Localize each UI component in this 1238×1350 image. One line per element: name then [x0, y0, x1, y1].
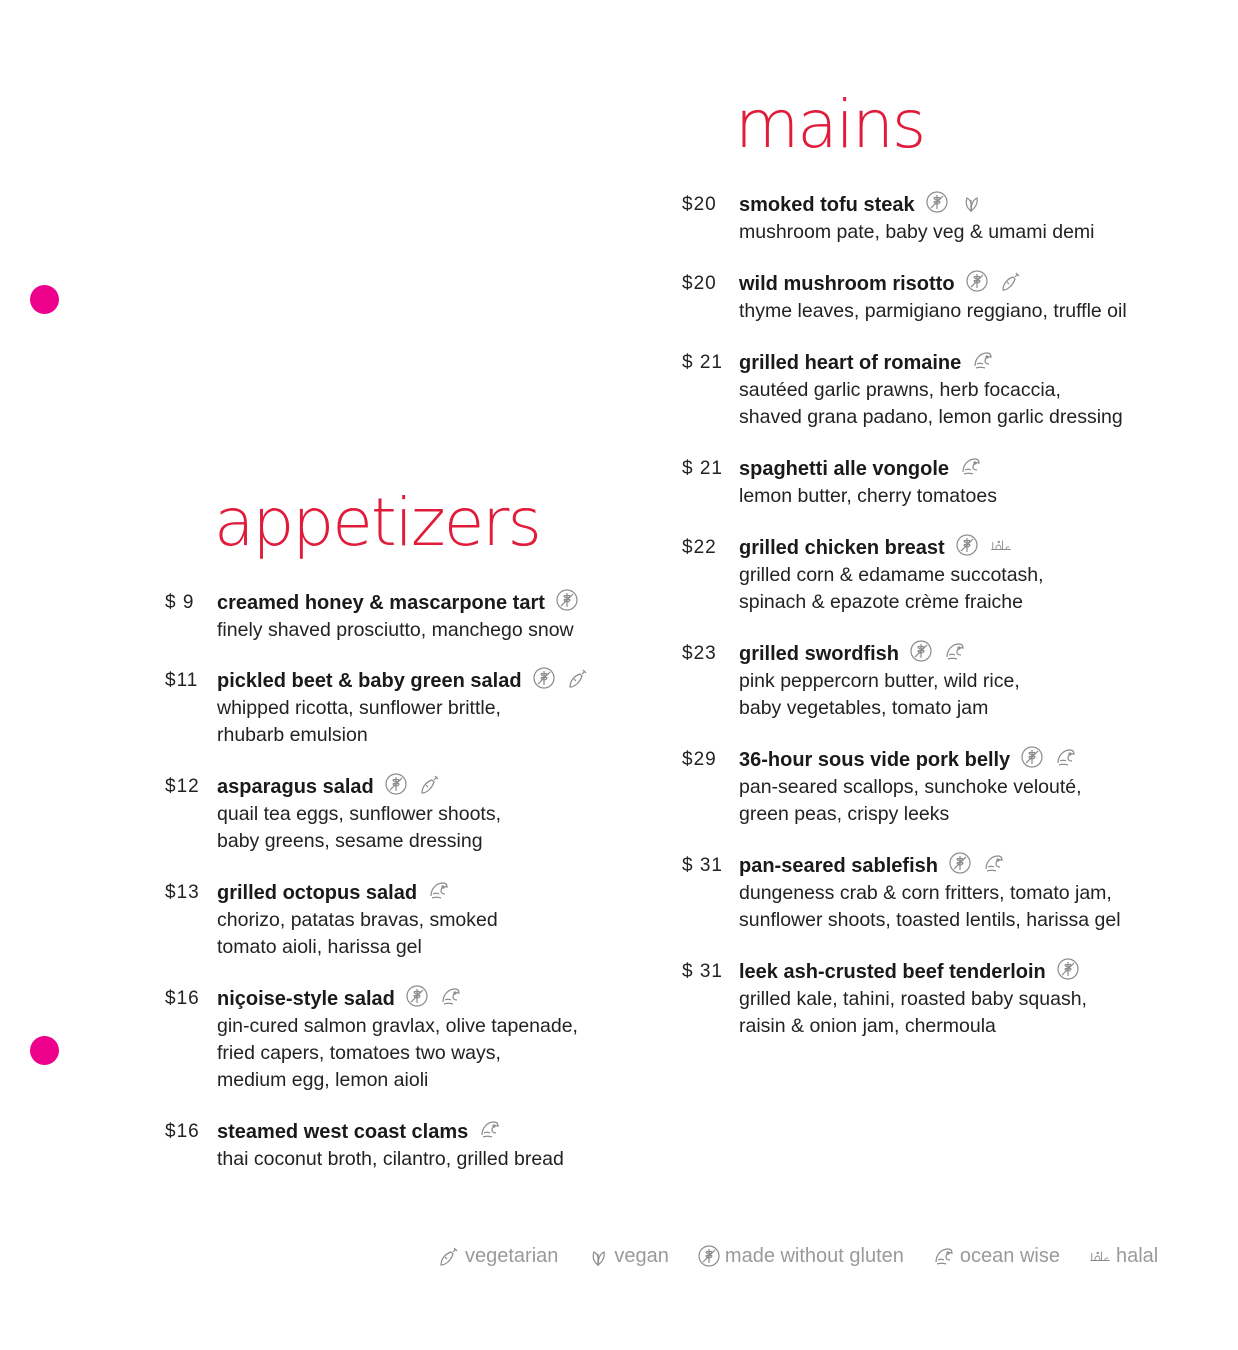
- item-price: $11: [165, 670, 199, 691]
- item-description: pink peppercorn butter, wild rice, baby vegetables, tomato jam: [739, 670, 1020, 719]
- item-price: $20: [682, 273, 717, 294]
- item-description: thyme leaves, parmigiano reggiano, truffle oil: [739, 300, 1127, 322]
- legend-entry: [932, 1244, 1060, 1268]
- appetizers-title: appetizers: [214, 484, 540, 561]
- ocean-wise-icon: [1054, 745, 1078, 769]
- gluten-free-icon: [925, 190, 949, 214]
- item-name: [739, 853, 1121, 880]
- item-description: quail tea eggs, sunflower shoots, baby greens, sesame dressing: [217, 803, 502, 852]
- item-description: pan-seared scallops, sunchoke velouté, green peas, crispy leeks: [739, 776, 1082, 825]
- item-name: [739, 192, 1095, 219]
- item-name: [217, 880, 498, 907]
- item-name: [217, 590, 579, 617]
- item-price: $16: [165, 1121, 200, 1142]
- item-name: [739, 271, 1127, 298]
- item-description: sautéed garlic prawns, herb focaccia, shaved grana padano, lemon garlic dressing: [739, 379, 1123, 428]
- legend-entry: [697, 1244, 904, 1268]
- item-name: [739, 456, 997, 483]
- item-price: $13: [165, 882, 200, 903]
- item-name-text: grilled swordfish: [739, 643, 900, 665]
- item-name-text: wild mushroom risotto: [739, 273, 955, 295]
- decorative-dot-top: [30, 285, 59, 314]
- vegetarian-icon: [999, 269, 1023, 293]
- item-price: $12: [165, 776, 200, 797]
- item-name: [217, 1119, 564, 1146]
- gluten-free-icon: [955, 533, 979, 557]
- ocean-wise-icon: [439, 984, 463, 1008]
- item-name-text: niçoise-style salad: [217, 988, 395, 1010]
- vegan-icon: [586, 1244, 610, 1268]
- item-name: [739, 350, 1123, 377]
- ocean-wise-icon: [932, 1244, 956, 1268]
- item-name-text: creamed honey & mascarpone tart: [217, 592, 545, 614]
- item-name-text: smoked tofu steak: [739, 194, 915, 216]
- legend-label: vegetarian: [465, 1244, 559, 1267]
- item-name-text: 36-hour sous vide pork belly: [739, 749, 1011, 771]
- item-name-text: steamed west coast clams: [217, 1121, 469, 1143]
- item-description: lemon butter, cherry tomatoes: [739, 485, 997, 507]
- item-name: [217, 986, 578, 1013]
- decorative-dot-bottom: [30, 1036, 59, 1065]
- item-price: $ 21: [682, 458, 723, 479]
- item-name: [739, 641, 1020, 668]
- item-name: [739, 959, 1087, 986]
- item-description: grilled corn & edamame succotash, spinach & epazote crème fraiche: [739, 564, 1044, 613]
- item-description: dungeness crab & corn fritters, tomato jam, sunflower shoots, toasted lentils, harissa gel: [739, 882, 1121, 931]
- ocean-wise-icon: [943, 639, 967, 663]
- halal-icon: [1088, 1244, 1112, 1268]
- item-name: [739, 747, 1082, 774]
- item-price: $29: [682, 749, 717, 770]
- vegetarian-icon: [437, 1244, 461, 1268]
- legend-entry: [437, 1244, 558, 1268]
- item-description: chorizo, patatas bravas, smoked tomato aioli, harissa gel: [217, 909, 498, 958]
- gluten-free-icon: [555, 588, 579, 612]
- halal-icon: [989, 533, 1013, 557]
- mains-title: mains: [735, 86, 925, 163]
- item-name-text: spaghetti alle vongole: [739, 458, 950, 480]
- item-name-text: pickled beet & baby green salad: [217, 670, 522, 692]
- item-price: $20: [682, 194, 717, 215]
- ocean-wise-icon: [959, 454, 983, 478]
- item-name-text: asparagus salad: [217, 776, 374, 798]
- gluten-free-icon: [532, 666, 556, 690]
- gluten-free-icon: [1020, 745, 1044, 769]
- item-name: [217, 668, 590, 695]
- vegetarian-icon: [418, 772, 442, 796]
- item-name-text: pan-seared sablefish: [739, 855, 938, 877]
- item-name-text: grilled octopus salad: [217, 882, 418, 904]
- item-description: finely shaved prosciutto, manchego snow: [217, 619, 574, 641]
- vegetarian-icon: [566, 666, 590, 690]
- item-name-text: leek ash-crusted beef tenderloin: [739, 961, 1046, 983]
- gluten-free-icon: [384, 772, 408, 796]
- item-description: thai coconut broth, cilantro, grilled bread: [217, 1148, 564, 1170]
- item-price: $ 9: [165, 592, 195, 613]
- ocean-wise-icon: [971, 348, 995, 372]
- item-name: [217, 774, 501, 801]
- gluten-free-icon: [1056, 957, 1080, 981]
- legend-label: vegan: [614, 1244, 669, 1267]
- item-name-text: grilled heart of romaine: [739, 352, 962, 374]
- item-description: whipped ricotta, sunflower brittle, rhubarb emulsion: [217, 697, 501, 746]
- gluten-free-icon: [909, 639, 933, 663]
- vegan-icon: [959, 190, 983, 214]
- legend-label: made without gluten: [724, 1244, 904, 1267]
- item-description: grilled kale, tahini, roasted baby squash, raisin & onion jam, chermoula: [739, 988, 1087, 1037]
- ocean-wise-icon: [427, 878, 451, 902]
- gluten-free-icon: [405, 984, 429, 1008]
- item-description: gin-cured salmon gravlax, olive tapenade, fried capers, tomatoes two ways, medium egg, lemon aioli: [217, 1015, 578, 1091]
- legend-label: ocean wise: [959, 1244, 1060, 1267]
- item-price: $23: [682, 643, 717, 664]
- item-description: mushroom pate, baby veg & umami demi: [739, 221, 1095, 243]
- item-name: [739, 535, 1044, 562]
- legend-label: halal: [1115, 1244, 1159, 1267]
- ocean-wise-icon: [478, 1117, 502, 1141]
- item-price: $ 31: [682, 961, 723, 982]
- legend-entry: [1088, 1244, 1158, 1268]
- gluten-free-icon: [948, 851, 972, 875]
- dietary-legend: [437, 1244, 1158, 1268]
- gluten-free-icon: [697, 1244, 721, 1268]
- gluten-free-icon: [965, 269, 989, 293]
- item-price: $22: [682, 537, 717, 558]
- legend-entry: [586, 1244, 669, 1268]
- item-price: $ 21: [682, 352, 723, 373]
- item-price: $ 31: [682, 855, 723, 876]
- item-price: $16: [165, 988, 200, 1009]
- ocean-wise-icon: [982, 851, 1006, 875]
- item-name-text: grilled chicken breast: [739, 537, 945, 559]
